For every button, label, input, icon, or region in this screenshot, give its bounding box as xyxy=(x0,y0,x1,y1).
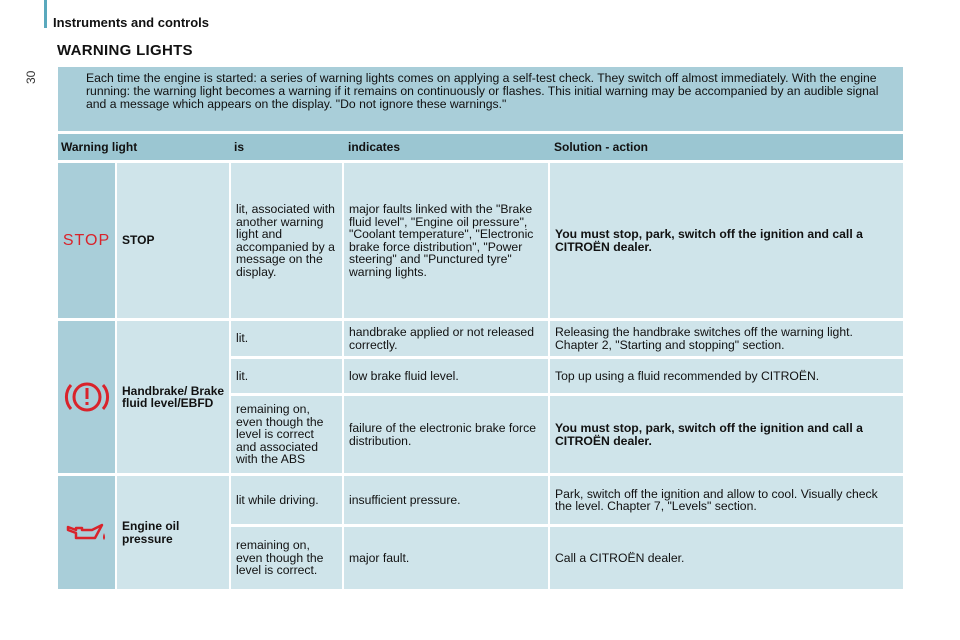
cell-is: lit. xyxy=(231,321,344,356)
warning-name: Engine oil pressure xyxy=(117,476,229,589)
brake-warning-icon xyxy=(58,321,115,473)
oil-can-icon-svg xyxy=(64,518,110,548)
cell-is: lit. xyxy=(231,359,344,393)
cell-indicates: failure of the electronic brake force distribution. xyxy=(344,396,550,473)
warning-name: Handbrake/ Brake fluid level/EBFD xyxy=(117,321,229,473)
cell-indicates: insufficient pressure. xyxy=(344,476,550,524)
cell-solution: Call a CITROËN dealer. xyxy=(555,550,685,565)
table-row xyxy=(231,396,903,473)
col-warning-light: Warning light xyxy=(61,140,138,154)
header-accent-bar xyxy=(44,0,47,28)
cell-is: remaining on, even though the level is correct and associated with the ABS xyxy=(231,396,344,473)
col-indicates: indicates xyxy=(348,140,401,154)
section-title: Instruments and controls xyxy=(53,15,210,30)
oil-can-icon xyxy=(58,476,115,589)
col-is: is xyxy=(234,140,245,154)
warning-name: STOP xyxy=(117,163,229,318)
cell-is: lit while driving. xyxy=(231,476,344,524)
group-stop xyxy=(58,163,903,318)
table-row xyxy=(231,359,903,393)
cell-solution: Top up using a fluid recommended by CITROËN. xyxy=(555,368,820,383)
page-number: 30 xyxy=(24,70,38,84)
cell-indicates: major faults linked with the "Brake fluid level", "Engine oil pressure", "Coolant temperature", "Electronic brake force distribution", "Power steering" and "Punctured tyre" warning lights. xyxy=(344,163,550,318)
cell-is: remaining on, even though the level is correct. xyxy=(231,527,344,589)
group-brake xyxy=(58,321,903,473)
table-row xyxy=(231,527,903,589)
table-row xyxy=(231,163,903,318)
col-solution: Solution - action xyxy=(554,140,648,154)
group-oil xyxy=(58,476,903,589)
brake-warning-icon-svg xyxy=(64,377,110,417)
cell-solution: You must stop, park, switch off the ignition and call a CITROËN dealer. xyxy=(555,227,863,254)
cell-indicates: handbrake applied or not released correctly. xyxy=(344,321,550,356)
table-row xyxy=(231,321,903,356)
page-title: WARNING LIGHTS xyxy=(57,42,193,59)
cell-is: lit, associated with another warning light and accompanied by a message on the display. xyxy=(231,163,344,318)
warning-lights-table xyxy=(58,134,903,592)
cell-indicates: major fault. xyxy=(344,527,550,589)
cell-solution: Park, switch off the ignition and allow to cool. Visually check the level. Chapter 7, "Levels" section. xyxy=(555,486,878,513)
cell-solution: You must stop, park, switch off the ignition and call a CITROËN dealer. xyxy=(555,421,863,448)
cell-indicates: low brake fluid level. xyxy=(344,359,550,393)
stop-warning-icon: STOP xyxy=(58,163,115,318)
cell-solution: Releasing the handbrake switches off the warning light. Chapter 2, "Starting and stopping" section. xyxy=(555,325,853,352)
table-row xyxy=(231,476,903,524)
intro-text: Each time the engine is started: a series of warning lights comes on applying a self-test check. They switch off almost immediately. With the engine running: the warning light becomes a warning if it remains on continuously or flashes. This initial warning may be accompanied by an audible signal and a message which appears on the display. "Do not ignore these warnings." xyxy=(58,67,903,131)
table-header xyxy=(58,134,903,160)
